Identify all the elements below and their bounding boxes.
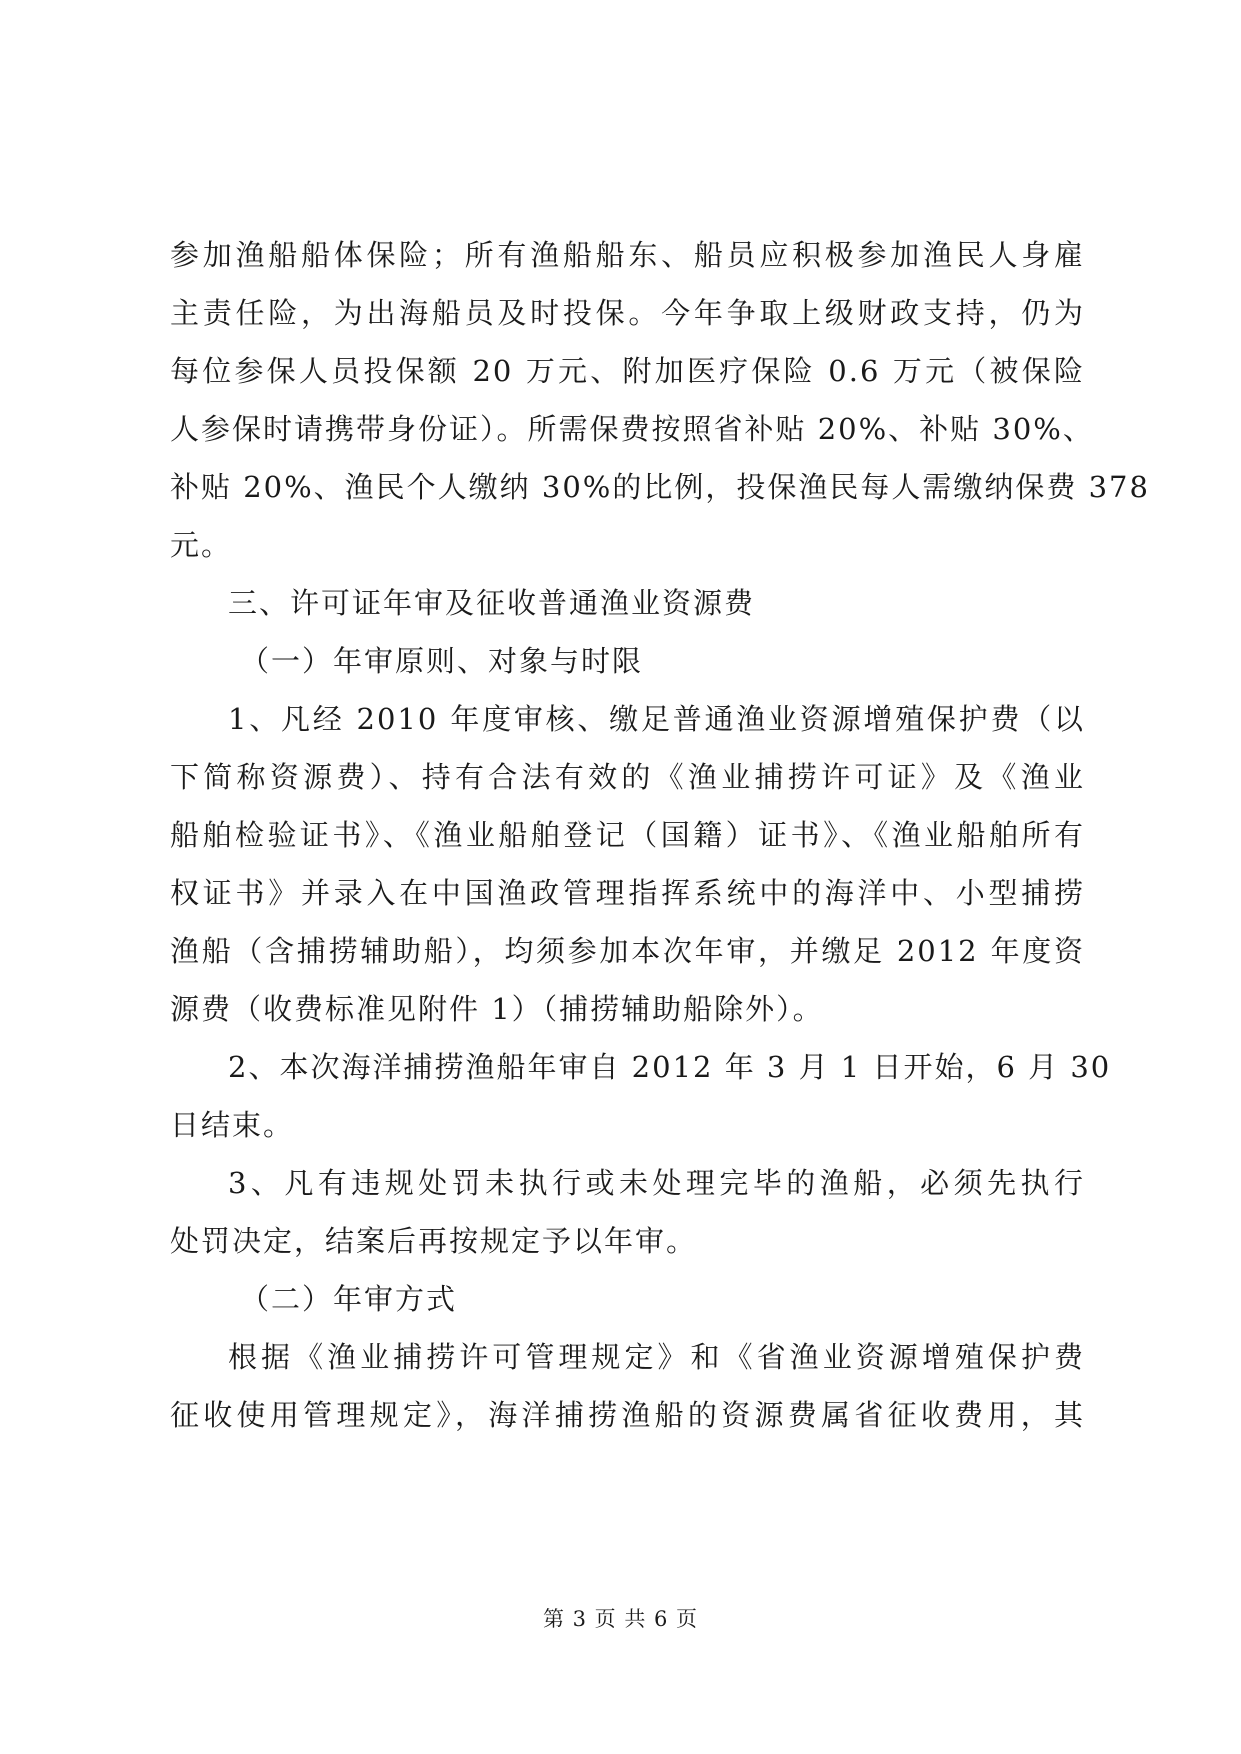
text-line: 人参保时请携带身份证）。所需保费按照省补贴 20%、补贴 30%、: [170, 412, 1094, 446]
page-number-footer: 第 3 页 共 6 页: [542, 1607, 699, 1631]
text-line: 参加渔船船体保险；所有渔船船东、船员应积极参加渔民人身雇: [170, 238, 1085, 272]
text-line: 3、凡有违规处罚未执行或未处理完毕的渔船，必须先执行: [228, 1166, 1085, 1200]
text-line: 2、本次海洋捕捞渔船年审自 2012 年 3 月 1 日开始，6 月 30: [228, 1050, 1112, 1084]
text-line: 主责任险，为出海船员及时投保。今年争取上级财政支持，仍为: [170, 296, 1085, 330]
section-heading: 三、许可证年审及征收普通渔业资源费: [228, 586, 756, 620]
document-body: [170, 226, 1150, 1444]
text-line: 元。: [170, 528, 233, 562]
text-line: 船舶检验证书》、《渔业船舶登记（国籍）证书》、《渔业船舶所有: [170, 818, 1085, 852]
text-line: 征收使用管理规定》，海洋捕捞渔船的资源费属省征收费用，其: [170, 1398, 1085, 1432]
text-line: 源费（收费标准见附件 1）（捕捞辅助船除外）。: [170, 992, 824, 1026]
text-line: 1、凡经 2010 年度审核、缴足普通渔业资源增殖保护费（以: [228, 702, 1085, 736]
text-line: 补贴 20%、渔民个人缴纳 30%的比例，投保渔民每人需缴纳保费 378: [170, 470, 1150, 504]
text-line: 权证书》并录入在中国渔政管理指挥系统中的海洋中、小型捕捞: [170, 876, 1085, 910]
subsection-heading: （二）年审方式: [240, 1282, 458, 1316]
text-line: 根据《渔业捕捞许可管理规定》和《省渔业资源增殖保护费: [228, 1340, 1085, 1374]
text-line: 下简称资源费）、持有合法有效的《渔业捕捞许可证》及《渔业: [170, 760, 1085, 794]
subsection-heading: （一）年审原则、对象与时限: [240, 644, 644, 678]
text-line: 每位参保人员投保额 20 万元、附加医疗保险 0.6 万元（被保险: [170, 354, 1085, 388]
text-line: 处罚决定，结案后再按规定予以年审。: [170, 1224, 698, 1258]
text-line: 渔船（含捕捞辅助船），均须参加本次年审，并缴足 2012 年度资: [170, 934, 1085, 968]
text-line: 日结束。: [170, 1108, 295, 1142]
